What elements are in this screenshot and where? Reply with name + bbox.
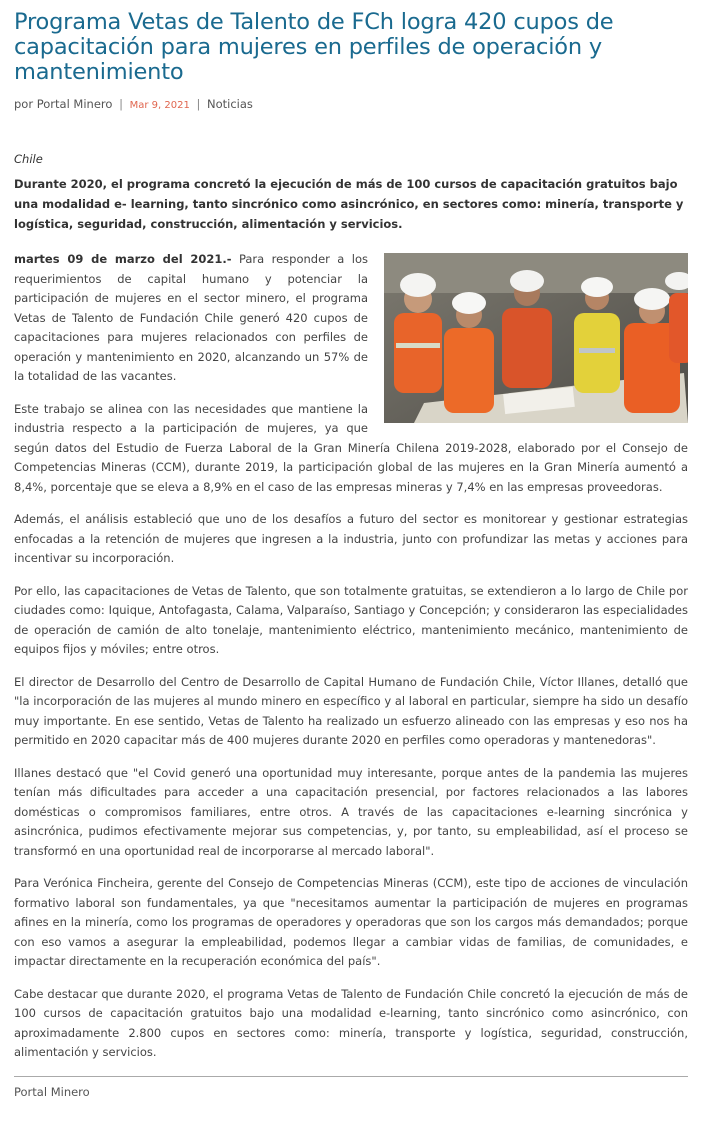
- article-lead: Durante 2020, el programa concretó la ejecución de más de 100 cursos de capacitación gratuitos bajo una modalidad e- learning, tanto sincrónico como asincrónico, en sectores como: minería, transporte y logística, seguridad, construcción, alimentación y servicios.: [14, 177, 684, 231]
- dateline: martes 09 de marzo del 2021.-: [14, 252, 232, 266]
- paragraph-text: Para responder a los requerimientos de capital humano y potenciar la participación de mujeres en el sector minero, el programa Vetas de Talento de Fundación Chile generó 420 cupos de capacitaciones para mujeres relacionados con perfiles de operación y mantenimiento en 2020, alcanzando un 57% de la totalidad de las vacantes.: [14, 252, 368, 383]
- publish-date: Mar 9, 2021: [129, 100, 190, 111]
- region-label: Chile: [14, 152, 43, 166]
- paragraph: El director de Desarrollo del Centro de Desarrollo de Capital Humano de Fundación Chile, Víctor Illanes, detalló que "la incorporación de las mujeres al mundo minero en específico y al laboral en particular, siempre ha sido un desafío muy importante. En ese sentido, Vetas de Talento ha realizado un esfuerzo alineado con las empresas y eso nos ha permitido en 2020 capacitar más de 400 mujeres durante 2020 en perfiles como operadoras y mantenedoras".: [14, 674, 688, 747]
- paragraph: Illanes destacó que "el Covid generó una oportunidad muy interesante, porque antes de la pandemia las mujeres tenían más dificultades para acceder a una capacitación presencial, por factores relacionados a las labores domésticas o compromisos familiares, entre otros. A través de las capacitaciones e-learning sincrónica y asincrónica, pudimos efectivamente mejorar sus competencias, y, por tanto, su empleabilidad, así el proceso se transformó en una oportunidad real de incorporarse al mercado laboral".: [14, 765, 688, 858]
- paragraph: Este trabajo se alinea con las necesidades que mantiene la industria respecto a la participación de mujeres, ya que según datos del Estudio de Fuerza Laboral de la Gran Minería Chilena 2019-2028, elaborado por el Consejo de Competencias Mineras (CCM), durante 2019, la participación global de las mujeres en la Gran Minería aumentó a 8,4%, porcentaje que se eleva a 8,9% en el caso de las empresas mineras y 7,4% en las empresas proveedoras.: [14, 401, 688, 494]
- article-title: Programa Vetas de Talento de FCh logra 420 cupos de capacitación para mujeres en perfiles de operación y mantenimiento: [14, 9, 614, 85]
- category-link[interactable]: Noticias: [207, 97, 253, 111]
- paragraph: Para Verónica Fincheira, gerente del Consejo de Competencias Mineras (CCM), este tipo de acciones de vinculación formativo laboral son fundamentales, ya que "necesitamos aumentar la participación de mujeres en programas afines en la minería, como los programas de operadores y operadoras que son los cargos más demandados; porque con eso vamos a asegurar la empleabilidad, podemos llegar a cambiar vidas de familias, de comunidades, e impactar directamente en la recuperación económica del país".: [14, 876, 688, 968]
- paragraph: Cabe destacar que durante 2020, el programa Vetas de Talento de Fundación Chile concretó la ejecución de más de 100 cursos de capacitación gratuitos bajo una modalidad e-learning, tanto sincrónico como asincrónico, con aproximadamente 2.800 cupos en sectores como: minería, transporte y logística, seguridad, construcción, alimentación y servicios.: [14, 986, 688, 1059]
- meta-separator: |: [196, 97, 201, 111]
- source-credit: Portal Minero: [14, 1084, 90, 1099]
- article-meta: [14, 97, 688, 111]
- divider: [14, 1076, 688, 1077]
- article-photo: [384, 253, 688, 423]
- meta-separator: |: [119, 97, 123, 111]
- article-body: [14, 250, 688, 1063]
- article: [14, 10, 688, 1099]
- paragraph: Además, el análisis estableció que uno de los desafíos a futuro del sector es monitorear y gestionar estrategias enfocadas a la retención de mujeres que ingresen a la industria, junto con profundizar las metas y acciones para incentivar su incorporación.: [14, 512, 688, 565]
- paragraph: Por ello, las capacitaciones de Vetas de Talento, que son totalmente gratuitas, se extendieron a lo largo de Chile por ciudades como: Iquique, Antofagasta, Calama, Valparaíso, Santiago y Concepción; y consideraron las especialidades de operación de camión de alto tonelaje, mantenimiento eléctrico, mantenimiento mecánico, mantenimiento de equipos fijos y móviles; entre otros.: [14, 583, 688, 656]
- author-link[interactable]: por Portal Minero: [14, 97, 113, 111]
